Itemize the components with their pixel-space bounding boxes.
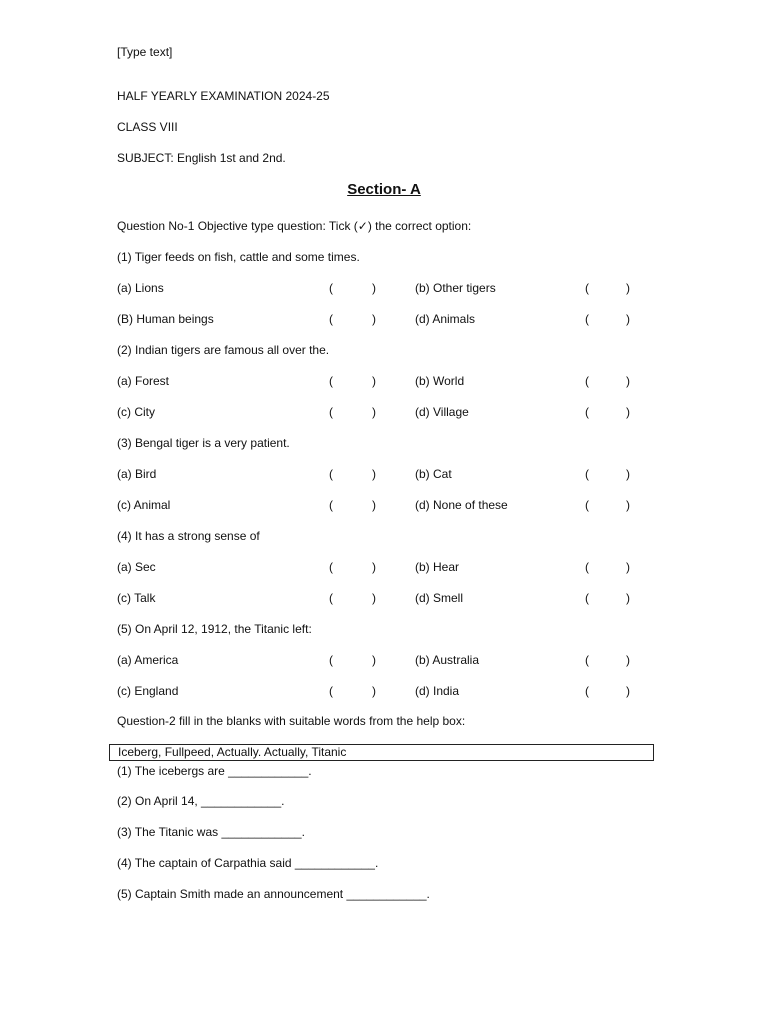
question-text: (5) On April 12, 1912, the Titanic left: [117, 622, 312, 636]
tick-box-open[interactable]: ( [329, 591, 333, 605]
subject-label: SUBJECT: English 1st and 2nd. [117, 151, 286, 165]
tick-box-close: ) [626, 405, 630, 419]
option-label: (b) Hear [415, 560, 460, 574]
option-label: (B) Human beings [117, 312, 214, 326]
tick-box-open[interactable]: ( [585, 312, 589, 326]
tick-box-close: ) [372, 374, 376, 388]
option-label: (a) Lions [117, 281, 164, 295]
tick-box-close: ) [372, 281, 376, 295]
tick-box-open[interactable]: ( [585, 653, 589, 667]
tick-box-close: ) [626, 498, 630, 512]
tick-box-open[interactable]: ( [329, 405, 333, 419]
tick-box-open[interactable]: ( [585, 281, 589, 295]
option-label: (c) Animal [117, 498, 171, 512]
option-row [0, 404, 768, 420]
tick-box-open[interactable]: ( [329, 684, 333, 698]
option-row [0, 652, 768, 668]
tick-box-close: ) [372, 560, 376, 574]
tick-box-close: ) [626, 560, 630, 574]
q2-instruction: Question-2 fill in the blanks with suitable words from the help box: [117, 714, 466, 728]
tick-box-close: ) [372, 653, 376, 667]
tick-box-close: ) [626, 467, 630, 481]
question-text: (2) Indian tigers are famous all over the. [117, 343, 330, 357]
q1-instruction: Question No-1 Objective type question: Tick (✓) the correct option: [117, 219, 472, 233]
help-box: Iceberg, Fullpeed, Actually. Actually, Titanic [109, 744, 654, 761]
tick-box-close: ) [626, 281, 630, 295]
tick-box-open[interactable]: ( [585, 498, 589, 512]
fill-blank-item: (5) Captain Smith made an announcement ____________. [117, 887, 430, 901]
tick-box-open[interactable]: ( [585, 560, 589, 574]
tick-box-open[interactable]: ( [585, 684, 589, 698]
fill-blank-item: (1) The icebergs are ____________. [117, 764, 312, 778]
tick-box-close: ) [372, 467, 376, 481]
exam-title: HALF YEARLY EXAMINATION 2024-25 [117, 89, 330, 103]
tick-box-close: ) [626, 312, 630, 326]
option-label: (d) Village [415, 405, 469, 419]
option-label: (c) Talk [117, 591, 156, 605]
tick-box-close: ) [626, 653, 630, 667]
option-row [0, 497, 768, 513]
tick-box-open[interactable]: ( [329, 467, 333, 481]
option-label: (a) America [117, 653, 179, 667]
option-label: (a) Sec [117, 560, 156, 574]
option-label: (c) City [117, 405, 155, 419]
type-text-placeholder: [Type text] [117, 45, 173, 59]
option-row [0, 559, 768, 575]
tick-box-open[interactable]: ( [585, 374, 589, 388]
option-row [0, 311, 768, 327]
option-label: (b) Cat [415, 467, 452, 481]
option-label: (c) England [117, 684, 179, 698]
option-label: (b) Australia [415, 653, 480, 667]
fill-blank-item: (2) On April 14, ____________. [117, 794, 285, 808]
tick-box-close: ) [626, 374, 630, 388]
option-label: (d) India [415, 684, 460, 698]
option-label: (a) Forest [117, 374, 170, 388]
tick-box-close: ) [626, 591, 630, 605]
fill-blank-item: (3) The Titanic was ____________. [117, 825, 305, 839]
option-row [0, 590, 768, 606]
tick-box-open[interactable]: ( [329, 312, 333, 326]
class-label: CLASS VIII [117, 120, 178, 134]
tick-box-close: ) [372, 312, 376, 326]
tick-box-open[interactable]: ( [329, 653, 333, 667]
question-text: (3) Bengal tiger is a very patient. [117, 436, 290, 450]
tick-box-open[interactable]: ( [585, 591, 589, 605]
option-label: (a) Bird [117, 467, 157, 481]
option-row [0, 683, 768, 699]
question-text: (1) Tiger feeds on fish, cattle and some times. [117, 250, 360, 264]
tick-box-close: ) [372, 498, 376, 512]
option-label: (d) None of these [415, 498, 508, 512]
tick-box-open[interactable]: ( [329, 374, 333, 388]
tick-box-close: ) [372, 591, 376, 605]
option-row [0, 280, 768, 296]
tick-box-close: ) [372, 405, 376, 419]
option-label: (d) Smell [415, 591, 464, 605]
option-label: (d) Animals [415, 312, 476, 326]
tick-box-close: ) [626, 684, 630, 698]
tick-box-open[interactable]: ( [585, 467, 589, 481]
tick-box-open[interactable]: ( [329, 560, 333, 574]
option-row [0, 466, 768, 482]
question-text: (4) It has a strong sense of [117, 529, 260, 543]
option-label: (b) Other tigers [415, 281, 496, 295]
tick-box-open[interactable]: ( [329, 498, 333, 512]
option-row [0, 373, 768, 389]
tick-box-open[interactable]: ( [329, 281, 333, 295]
fill-blank-item: (4) The captain of Carpathia said ____________. [117, 856, 379, 870]
section-title: Section- A [347, 181, 421, 198]
option-label: (b) World [415, 374, 465, 388]
tick-box-open[interactable]: ( [585, 405, 589, 419]
tick-box-close: ) [372, 684, 376, 698]
